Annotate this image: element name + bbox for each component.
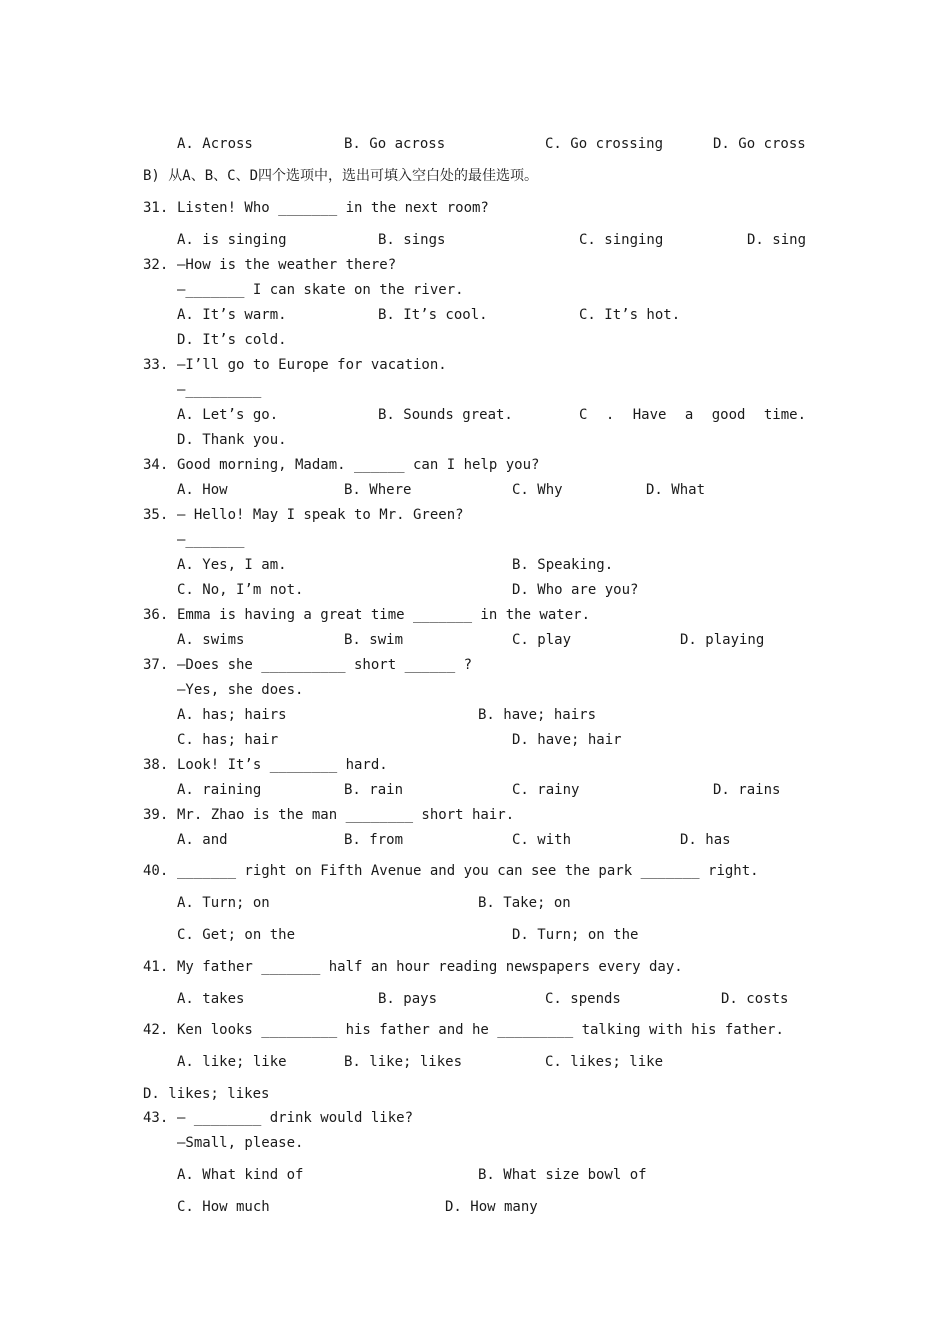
question-number: 32. — [143, 257, 169, 273]
option-a: A. takes — [177, 991, 245, 1007]
question-stem: Emma is having a great time _______ in the water. — [177, 607, 591, 623]
question-stem: —How is the weather there? — [177, 257, 397, 273]
question-stem: —_______ I can skate on the river. — [177, 282, 464, 298]
option-b: B. What size bowl of — [478, 1167, 647, 1183]
option-b: B. rain — [344, 782, 404, 798]
option-b: B. Where — [344, 482, 412, 498]
option-d: D. rains — [713, 782, 781, 798]
question-stem: Look! It’s ________ hard. — [177, 757, 388, 773]
option-c: C. likes; like — [545, 1054, 664, 1070]
option-a: A. What kind of — [177, 1167, 304, 1183]
option-d: D. sing — [747, 232, 807, 248]
option-a: A. has; hairs — [177, 707, 287, 723]
option-d: D. It’s cold. — [177, 332, 287, 348]
question-number: 42. — [143, 1022, 169, 1038]
option-d: D. have; hair — [512, 732, 622, 748]
question-stem: My father _______ half an hour reading newspapers every day. — [177, 959, 683, 975]
option-d: D. Turn; on the — [512, 927, 639, 943]
option-c: C. It’s hot. — [579, 307, 681, 323]
option-c: C. spends — [545, 991, 621, 1007]
question-number: 35. — [143, 507, 169, 523]
option-d: D. What — [646, 482, 706, 498]
question-number: 37. — [143, 657, 169, 673]
option-a: A. It’s warm. — [177, 307, 287, 323]
option-a: A. is singing — [177, 232, 287, 248]
option-b: B. like; likes — [344, 1054, 463, 1070]
option-c: C. Get; on the — [177, 927, 296, 943]
question-number: 38. — [143, 757, 169, 773]
question-stem: — ________ drink would like? — [177, 1110, 414, 1126]
option-b: B. Sounds great. — [378, 407, 513, 423]
option-a: A. and — [177, 832, 228, 848]
option-c: C. play — [512, 632, 572, 648]
option-b: B. Speaking. — [512, 557, 614, 573]
question-number: 31. — [143, 200, 169, 216]
question-stem: — Hello! May I speak to Mr. Green? — [177, 507, 464, 523]
option-a: A. How — [177, 482, 228, 498]
option-b: B. from — [344, 832, 404, 848]
question-stem: Listen! Who _______ in the next room? — [177, 200, 489, 216]
option-c: C . Have a good time. — [579, 407, 807, 423]
question-stem: —Small, please. — [177, 1135, 304, 1151]
option-b: B. It’s cool. — [378, 307, 488, 323]
option-d: D. likes; likes — [143, 1086, 270, 1102]
option-d: D. has — [680, 832, 731, 848]
section-b-heading: B) 从A、B、C、D四个选项中，选出可填入空白处的最佳选项。 — [143, 168, 538, 184]
option-c: C. No, I’m not. — [177, 582, 304, 598]
question-number: 41. — [143, 959, 169, 975]
option-b: B. swim — [344, 632, 404, 648]
prev-option-a: A. Across — [177, 136, 253, 152]
option-c: C. rainy — [512, 782, 580, 798]
option-a: A. swims — [177, 632, 245, 648]
question-number: 33. — [143, 357, 169, 373]
option-b: B. sings — [378, 232, 446, 248]
option-d: D. How many — [445, 1199, 538, 1215]
option-a: A. Let’s go. — [177, 407, 279, 423]
question-stem: _______ right on Fifth Avenue and you can see the park _______ right. — [177, 863, 759, 879]
question-number: 43. — [143, 1110, 169, 1126]
option-d: D. Thank you. — [177, 432, 287, 448]
option-c: C. has; hair — [177, 732, 279, 748]
option-d: D. playing — [680, 632, 765, 648]
question-stem: —_______ — [177, 532, 245, 548]
option-c: C. Why — [512, 482, 563, 498]
question-stem: —Does she __________ short ______ ? — [177, 657, 473, 673]
option-a: A. Turn; on — [177, 895, 270, 911]
question-stem: —_________ — [177, 382, 262, 398]
prev-option-b: B. Go across — [344, 136, 446, 152]
option-a: A. Yes, I am. — [177, 557, 287, 573]
option-c: C. singing — [579, 232, 664, 248]
prev-option-d: D. Go cross — [713, 136, 806, 152]
option-a: A. raining — [177, 782, 262, 798]
question-stem: —Yes, she does. — [177, 682, 304, 698]
question-number: 34. — [143, 457, 169, 473]
question-stem: Good morning, Madam. ______ can I help you? — [177, 457, 540, 473]
question-number: 39. — [143, 807, 169, 823]
question-stem: —I’ll go to Europe for vacation. — [177, 357, 447, 373]
option-b: B. have; hairs — [478, 707, 597, 723]
prev-option-c: C. Go crossing — [545, 136, 664, 152]
option-b: B. Take; on — [478, 895, 571, 911]
option-c: C. How much — [177, 1199, 270, 1215]
option-d: D. Who are you? — [512, 582, 639, 598]
option-d: D. costs — [721, 991, 789, 1007]
question-number: 36. — [143, 607, 169, 623]
question-number: 40. — [143, 863, 169, 879]
option-c: C. with — [512, 832, 572, 848]
option-a: A. like; like — [177, 1054, 287, 1070]
question-stem: Mr. Zhao is the man ________ short hair. — [177, 807, 515, 823]
option-b: B. pays — [378, 991, 438, 1007]
question-stem: Ken looks _________ his father and he _________ talking with his father. — [177, 1022, 784, 1038]
